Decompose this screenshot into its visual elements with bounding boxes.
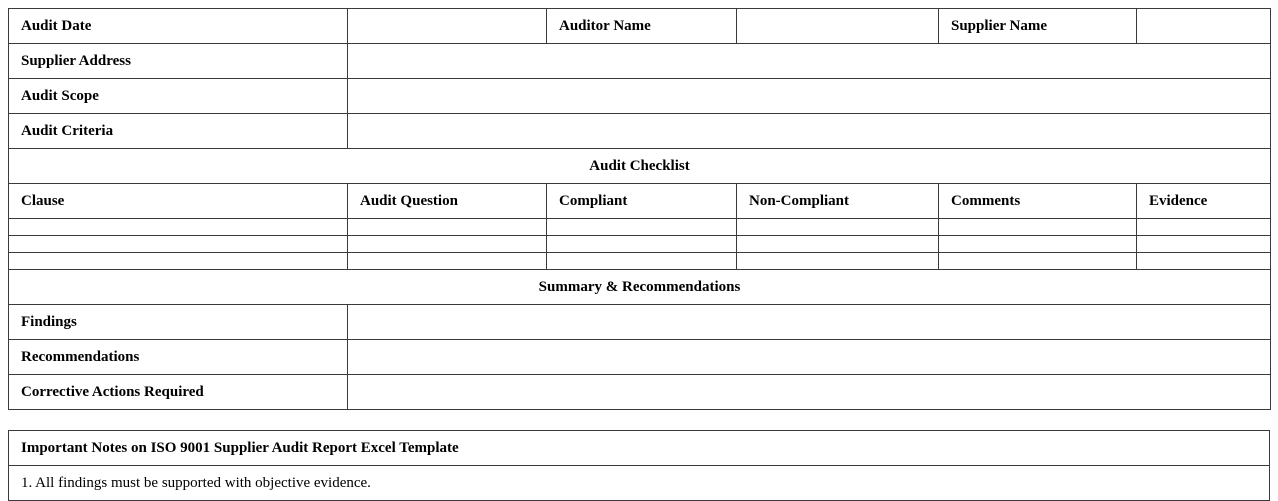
checklist-cell-comments[interactable] — [939, 253, 1137, 270]
audit-date-cell[interactable] — [348, 9, 547, 44]
checklist-cell-evidence[interactable] — [1137, 219, 1271, 236]
audit-criteria-cell[interactable] — [348, 114, 1271, 149]
audit-report-table — [8, 8, 1271, 410]
corrective-actions-row — [9, 375, 1271, 410]
recommendations-row — [9, 340, 1271, 375]
summary-title-row — [9, 270, 1271, 305]
supplier-address-row — [9, 44, 1271, 79]
audit-criteria-label: Audit Criteria — [9, 114, 348, 149]
checklist-cell-compliant[interactable] — [547, 253, 737, 270]
checklist-cell-clause[interactable] — [9, 236, 348, 253]
column-header-audit-question: Audit Question — [348, 184, 547, 219]
corrective-actions-cell[interactable] — [348, 375, 1271, 410]
supplier-address-label: Supplier Address — [9, 44, 348, 79]
column-header-comments: Comments — [939, 184, 1137, 219]
checklist-row — [9, 219, 1271, 236]
corrective-actions-label: Corrective Actions Required — [9, 375, 348, 410]
supplier-name-cell[interactable] — [1137, 9, 1271, 44]
header-info-row — [9, 9, 1271, 44]
notes-title-row — [9, 431, 1270, 466]
summary-title: Summary & Recommendations — [9, 270, 1271, 305]
findings-cell[interactable] — [348, 305, 1271, 340]
findings-label: Findings — [9, 305, 348, 340]
checklist-cell-evidence[interactable] — [1137, 236, 1271, 253]
supplier-address-cell[interactable] — [348, 44, 1271, 79]
checklist-cell-comments[interactable] — [939, 236, 1137, 253]
checklist-header-row — [9, 184, 1271, 219]
checklist-cell-audit-question[interactable] — [348, 219, 547, 236]
notes-title: Important Notes on ISO 9001 Supplier Audit Report Excel Template — [9, 431, 1270, 466]
audit-criteria-row — [9, 114, 1271, 149]
checklist-cell-non-compliant[interactable] — [737, 236, 939, 253]
checklist-row — [9, 236, 1271, 253]
checklist-cell-non-compliant[interactable] — [737, 253, 939, 270]
checklist-row — [9, 253, 1271, 270]
notes-table — [8, 430, 1270, 501]
supplier-name-label: Supplier Name — [939, 9, 1137, 44]
audit-date-label: Audit Date — [9, 9, 348, 44]
column-header-non-compliant: Non-Compliant — [737, 184, 939, 219]
checklist-cell-clause[interactable] — [9, 219, 348, 236]
checklist-cell-comments[interactable] — [939, 219, 1137, 236]
checklist-cell-clause[interactable] — [9, 253, 348, 270]
audit-scope-cell[interactable] — [348, 79, 1271, 114]
checklist-cell-compliant[interactable] — [547, 236, 737, 253]
audit-scope-label: Audit Scope — [9, 79, 348, 114]
recommendations-label: Recommendations — [9, 340, 348, 375]
findings-row — [9, 305, 1271, 340]
checklist-cell-evidence[interactable] — [1137, 253, 1271, 270]
checklist-cell-compliant[interactable] — [547, 219, 737, 236]
checklist-cell-audit-question[interactable] — [348, 253, 547, 270]
column-header-clause: Clause — [9, 184, 348, 219]
checklist-title: Audit Checklist — [9, 149, 1271, 184]
audit-scope-row — [9, 79, 1271, 114]
notes-item-row — [9, 466, 1270, 501]
checklist-title-row — [9, 149, 1271, 184]
checklist-cell-non-compliant[interactable] — [737, 219, 939, 236]
checklist-cell-audit-question[interactable] — [348, 236, 547, 253]
auditor-name-label: Auditor Name — [547, 9, 737, 44]
notes-item: 1. All findings must be supported with objective evidence. — [9, 466, 1270, 501]
column-header-compliant: Compliant — [547, 184, 737, 219]
column-header-evidence: Evidence — [1137, 184, 1271, 219]
auditor-name-cell[interactable] — [737, 9, 939, 44]
recommendations-cell[interactable] — [348, 340, 1271, 375]
